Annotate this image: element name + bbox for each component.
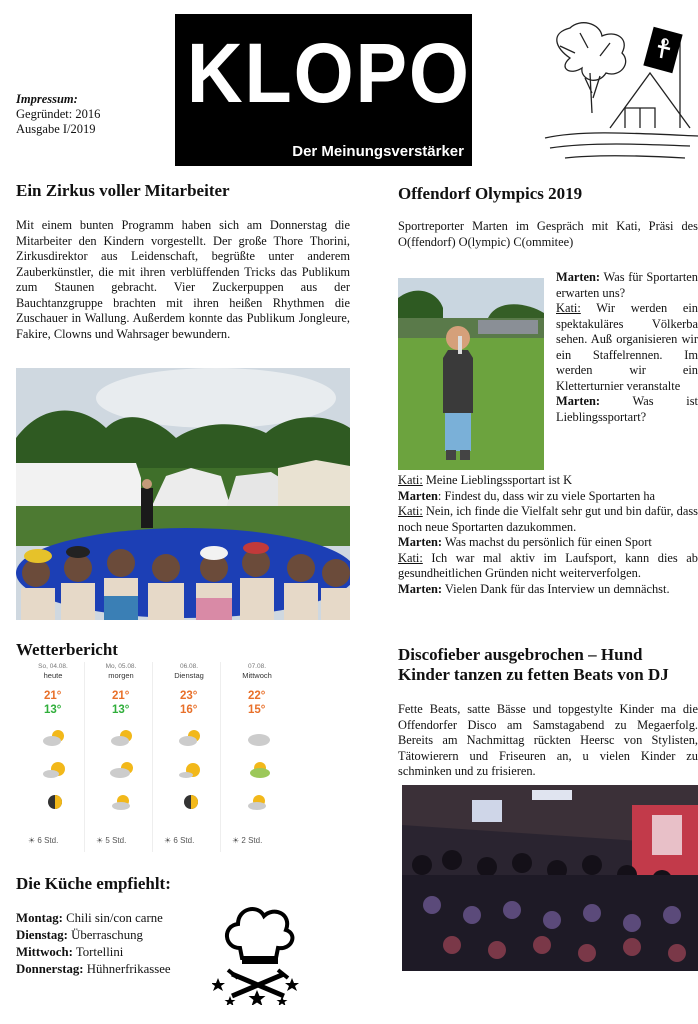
weather-max-temp: 21° (44, 690, 62, 702)
circus-article-body (16, 218, 350, 342)
weather-day (158, 662, 220, 852)
interview-question: Marten: Was ist Lieblingssportart? (556, 394, 698, 424)
church-tree-crest-icon (540, 18, 698, 168)
interview-block-top (556, 270, 698, 425)
interview-question: Marten: Vielen Dank für das Interview un demnächst. (398, 581, 670, 596)
weather-day-name: heute (43, 671, 63, 680)
menu-item: Mittwoch: Tortellini (16, 945, 124, 959)
interview-question: Marten: Was machst du persönlich für einen Sport (398, 535, 652, 549)
logo-subtitle: Der Meinungsverstärker (292, 143, 464, 160)
weather-max-temp: 22° (248, 690, 266, 702)
moon-icon (42, 792, 68, 812)
circus-article-text: Mit einem bunten Programm haben sich am Donnerstag die Mitarbeiter den Kindern vorgestellt. Der große Thore Thorini, Zirkusdirektor aus Leidenschaft, begrüßte unter anderem Zauberkünstler, die mit ihren verblüffenden Tricks das Publikum zum Staunen gebracht. Vier Zuckerpuppen aus der Bauchtanzgruppe brachten mit ihren heißen Rhythmen die Zuschauer in Wallung. Außerdem konnte das Publikum Jongleure, Fakire, Clowns und Wahrsager bewundern. (16, 218, 350, 341)
weather-day-name: morgen (108, 671, 134, 680)
kitchen-menu (16, 910, 171, 978)
menu-item: Montag: Chili sin/con carne (16, 911, 163, 925)
weather-date: 07.08. (247, 663, 267, 670)
circus-photo (16, 368, 350, 620)
weather-day-name: Dienstag (174, 671, 204, 680)
interview-answer: Kati: Meine Lieblingssportart ist K (398, 473, 573, 487)
olympics-photo (398, 278, 544, 470)
partly-cloudy-icon (246, 760, 272, 780)
interview-block-bottom (398, 473, 698, 597)
weather-min-temp: 16° (180, 704, 198, 716)
weather-title: Wetterbericht (16, 640, 118, 659)
moon-icon (178, 792, 204, 812)
weather-min-temp: 13° (112, 704, 130, 716)
sunshine-hours: ☀ 5 Std. (96, 836, 127, 845)
disco-article-title: Discofieber ausgebrochen – Hund Kinder tanzen zu fetten Beats von DJ (398, 645, 669, 684)
weather-max-temp: 23° (180, 690, 198, 702)
partly-cloudy-icon (178, 728, 204, 748)
impressum-founded: Gegründet: 2016 (16, 107, 101, 121)
sunny-icon (178, 760, 204, 780)
moon-cloud-icon (246, 792, 272, 812)
cloud-icon (246, 728, 272, 748)
moon-cloud-icon (110, 792, 136, 812)
disco-photo (402, 785, 698, 971)
weather-day (226, 662, 288, 852)
olympics-intro: Sportreporter Marten im Gespräch mit Kati, Präsi des O(ffendorf) O(lympic) C(ommitee) (398, 219, 698, 249)
menu-item: Dienstag: Überraschung (16, 928, 143, 942)
impressum (16, 92, 100, 137)
weather-min-temp: 15° (248, 704, 266, 716)
weather-min-temp: 13° (44, 704, 62, 716)
partly-cloudy-icon (42, 728, 68, 748)
interview-question: Marten: Was für Sportarten erwarten uns? (556, 270, 698, 300)
interview-answer: Kati: Nein, ich finde die Vielfalt sehr gut und bin dafür, dass noch neue Sportarten dazukommen. (398, 504, 698, 534)
chef-hat-icon (212, 900, 302, 1005)
newspaper-logo (175, 14, 472, 166)
impressum-issue: Ausgabe I/2019 (16, 122, 96, 136)
sunshine-hours: ☀ 2 Std. (232, 836, 263, 845)
sunshine-hours: ☀ 6 Std. (28, 836, 59, 845)
sunny-cloud-icon (110, 728, 136, 748)
weather-date: 06.08. (179, 663, 199, 670)
weather-max-temp: 21° (112, 690, 130, 702)
weather-date: Mo, 05.08. (105, 663, 137, 670)
weather-day (22, 662, 84, 852)
logo-title: KLOPO (186, 26, 471, 120)
interview-question: Marten: Findest du, dass wir zu viele Sportarten ha (398, 488, 656, 503)
weather-date: So, 04.08. (38, 663, 68, 670)
impressum-label: Impressum: (16, 92, 78, 106)
disco-article-body: Fette Beats, satte Bässe und topgestylte Kinder ma die Offendorfer Disco am Samstagabend zu Megaerfolg. Bereits am Nachmittag rückten Heersc von Stylisten, Tätowierern und Friseuren an, u vielen Kinder zu schminken und zu frisieren. (398, 702, 698, 778)
sunshine-hours: ☀ 6 Std. (164, 836, 195, 845)
sunny-cloud-icon (42, 760, 68, 780)
kitchen-title: Die Küche empfiehlt: (16, 874, 171, 893)
circus-article-title: Ein Zirkus voller Mitarbeiter (16, 181, 230, 200)
weather-day (90, 662, 152, 852)
menu-item: Donnerstag: Hühnerfrikassee (16, 962, 171, 976)
partly-cloudy-icon (110, 760, 136, 780)
weather-day-name: Mittwoch (242, 671, 272, 680)
interview-answer: Kati: Wir werden ein spektakuläres Völkerba sehen. Auß organisieren wir ein Staffelrennen. Im werden wir ein Kletterturnier veranstalte (556, 301, 698, 393)
olympics-article-title: Offendorf Olympics 2019 (398, 184, 583, 203)
weather-widget (16, 662, 281, 852)
interview-answer: Kati: Ich war mal aktiv im Laufsport, kann dies ab gesundheitlichen Gründen nicht weiterverfolgen. (398, 550, 698, 580)
